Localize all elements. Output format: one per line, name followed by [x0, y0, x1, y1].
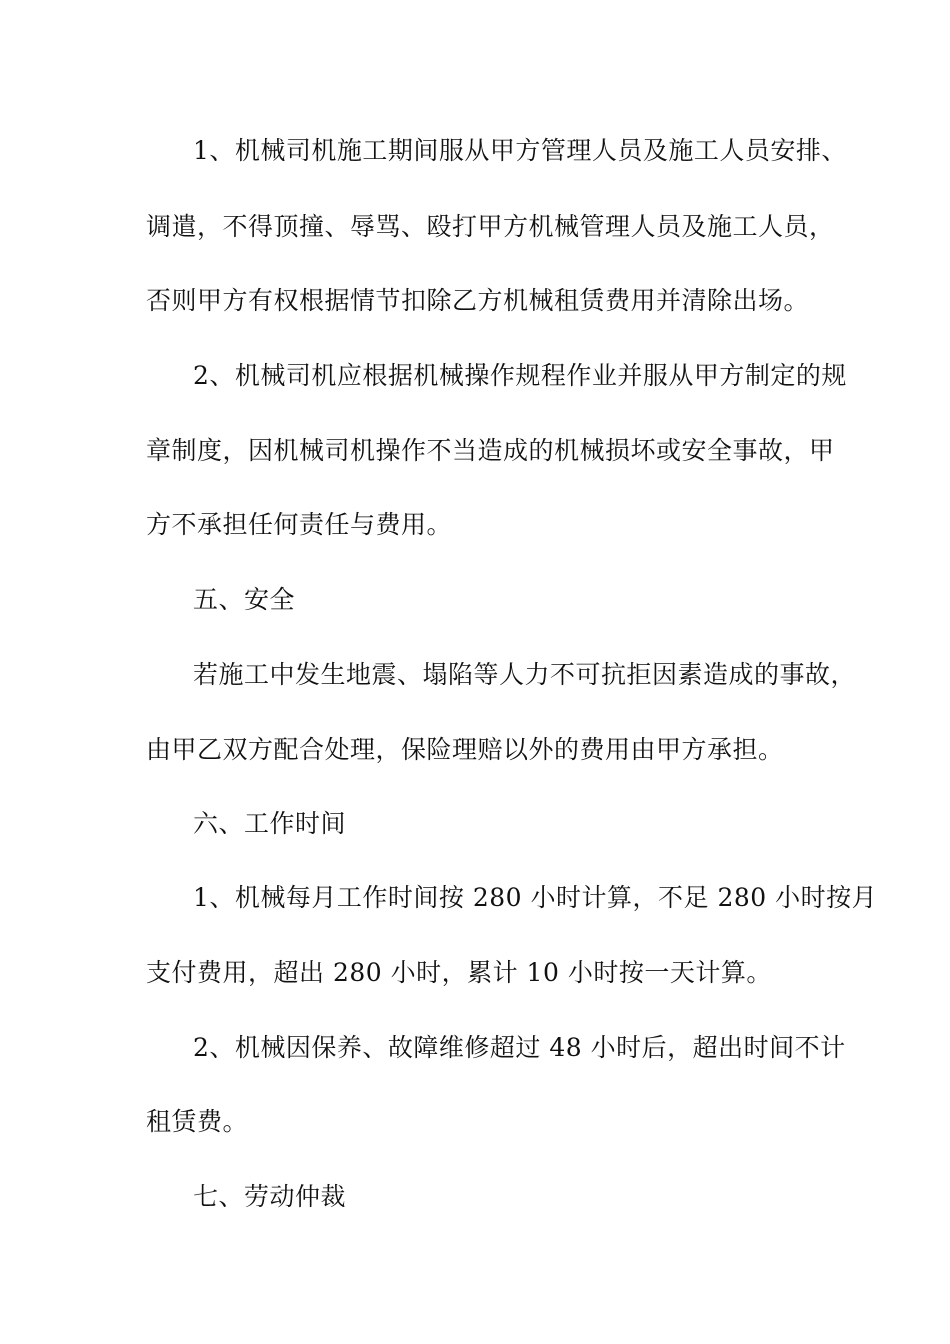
- clause-1-line-1: 1、机械司机施工期间服从甲方管理人员及施工人员安排、: [193, 136, 847, 165]
- working-time-clause-1-line-1: 1、机械每月工作时间按 280 小时计算，不足 280 小时按月: [193, 883, 878, 912]
- clause-1-line-3: 否则甲方有权根据情节扣除乙方机械租赁费用并清除出场。: [146, 286, 810, 315]
- working-time-clause-1-line-2: 支付费用，超出 280 小时，累计 10 小时按一天计算。: [146, 958, 772, 987]
- working-time-clause-2-line-1: 2、机械因保养、故障维修超过 48 小时后，超出时间不计: [193, 1033, 846, 1062]
- clause-2-line-1: 2、机械司机应根据机械操作规程作业并服从甲方制定的规: [193, 361, 847, 390]
- safety-paragraph-line-2: 由甲乙双方配合处理，保险理赔以外的费用由甲方承担。: [146, 735, 784, 764]
- section-heading-working-time: 六、工作时间: [193, 809, 347, 838]
- clause-1-line-2: 调遣，不得顶撞、辱骂、殴打甲方机械管理人员及施工人员，: [146, 212, 835, 241]
- clause-2-line-3: 方不承担任何责任与费用。: [146, 510, 453, 539]
- working-time-clause-2-line-2: 租赁费。: [146, 1107, 249, 1136]
- safety-paragraph-line-1: 若施工中发生地震、塌陷等人力不可抗拒因素造成的事故，: [193, 660, 857, 689]
- clause-2-line-2: 章制度，因机械司机操作不当造成的机械损坏或安全事故，甲: [146, 436, 835, 465]
- section-heading-labor-arbitration: 七、劳动仲裁: [193, 1182, 347, 1211]
- section-heading-safety: 五、安全: [193, 585, 296, 614]
